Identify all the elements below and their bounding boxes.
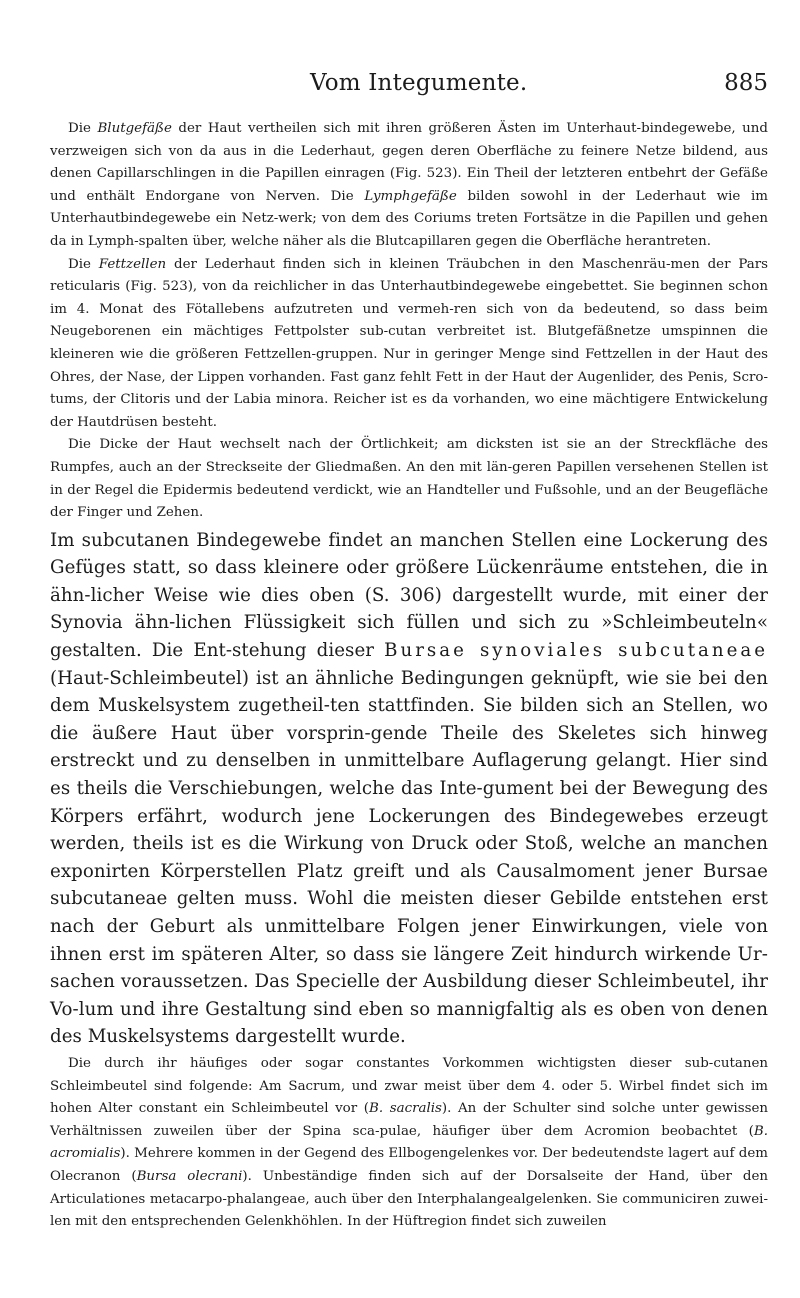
italic-term: Fettzellen bbox=[98, 256, 167, 272]
paragraph-blood-vessels bbox=[50, 118, 768, 254]
paragraph-fat-cells bbox=[50, 254, 768, 435]
italic-term: B. sacralis bbox=[369, 1101, 442, 1117]
paragraph-text: Die bbox=[68, 256, 99, 272]
paragraph-text: Im subcutanen Bindegewebe findet an manchen Stellen eine Lockerung des Gefüges statt, so dass kleinere oder größere Lückenräume entstehen, die in ähn-licher Weise wie dies oben (S. 306) dargestellt wurde, mit einer der Synovia ähn-lichen Flüssigkeit sich füllen und sich zu »Schleimbeuteln« gestalten. Die Ent-stehung dieser bbox=[50, 529, 768, 662]
spaced-term: Bursae synoviales subcutaneae bbox=[384, 640, 768, 662]
paragraph-text: Die durch ihr häufiges oder sogar constantes Vorkommen wichtigsten dieser sub-cutanen Schleimbeutel sind folgende: Am Sacrum, und zwar meist über dem 4. oder 5. Wirbel findet sich im hohen Alter constant ein Schleimbeutel vor ( bbox=[50, 1055, 768, 1117]
running-title: Vom Integumente. bbox=[310, 70, 528, 96]
paragraph-skin-thickness: Die Dicke der Haut wechselt nach der Örtlichkeit; am dicksten ist sie an der Streckfläche des Rumpfes, auch an der Streckseite der Gliedmaßen. An den mit län-geren Papillen versehenen Stellen ist in der Regel die Epidermis bedeutend verdickt, wie an Handteller und Fußsohle, und an der Beugefläche der Finger und Zehen. bbox=[50, 437, 768, 521]
paragraph-text: Die bbox=[68, 121, 98, 136]
paragraph-text: ). An der Schulter sind solche unter gewissen Verhältnissen zuweilen über der Spina sca-pulae, häufiger über dem Acromion beobachtet ( bbox=[50, 1101, 768, 1139]
page-header bbox=[50, 70, 768, 110]
italic-term: B. acromialis bbox=[50, 1123, 768, 1162]
italic-term: Bursa olecrani bbox=[136, 1168, 243, 1184]
paragraph-text: ). Unbeständige finden sich auf der Dorsalseite der Hand, über den Articulationes metacarpo-phalangeae, auch über den Interphalangealgelenken. Sie communiciren zuwei-len mit den entsprechenden Gelenkhöhlen. In der Hüftregion findet sich zuweilen bbox=[50, 1168, 768, 1230]
page-number: 885 bbox=[724, 70, 768, 96]
paragraph-text: (Haut-Schleimbeutel) ist an ähnliche Bedingungen geknüpft, wie sie bei den dem Muskelsystem zugetheil-ten stattfinden. Sie bilden sich an Stellen, wo die äußere Haut über vorsprin-gende Theile des Skeletes sich hinweg erstreckt und zu denselben in unmittelbare Auflagerung gelangt. Hier sind es theils die Verschiebungen, welche das Inte-gument bei der Bewegung des Körpers erfährt, wodurch jene Lockerungen des Bindegewebes erzeugt werden, theils ist es die Wirkung von Druck oder Stoß, welche an manchen exponirten Körperstellen Platz greift und als Causalmoment jener Bursae subcutaneae gelten muss. Wohl die meisten dieser Gebilde entstehen erst nach der Geburt als unmittelbare Folgen jener Einwirkungen, viele von ihnen erst im späteren Alter, so dass sie längere Zeit hindurch wirkende Ur-sachen voraussetzen. Das Specielle der Ausbildung dieser Schleimbeutel, ihr Vo-lum und ihre Gestaltung sind eben so mannigfaltig als es oben von denen des Muskelsystems dargestellt wurde. bbox=[50, 667, 768, 1048]
page-body bbox=[50, 118, 768, 1234]
paragraph-text: der Haut vertheilen sich mit ihren größeren Ästen im Unterhaut-bindegewebe, und verzweigen sich von da aus in die Lederhaut, gegen deren Oberfläche zu feinere Netze bildend, aus denen Capillarschlingen in die Papillen einragen (Fig. 523). Ein Theil der letzteren entbehrt der Gefäße und enthält Endorgane von Nerven. Die bbox=[50, 121, 769, 204]
paragraph-bursae bbox=[50, 527, 768, 1051]
paragraph-text: bilden sowohl in der Lederhaut wie im Unterhautbindegewebe ein Netz-werk; von dem des Coriums treten Fortsätze in die Papillen und gehen da in Lymph-spalten über, welche näher als die Blutcapillaren gegen die Oberfläche herantreten. bbox=[50, 188, 768, 249]
paragraph-text: ). Mehrere kommen in der Gegend des Ellbogengelenkes vor. Der bedeutendste lagert auf dem Olecranon ( bbox=[50, 1146, 768, 1184]
paragraph-text: der Lederhaut finden sich in kleinen Träubchen in den Maschenräu-men der Pars reticularis (Fig. 523), von da reichlicher in das Unterhautbindegewebe eingebettet. Sie beginnen schon im 4. Monat des Fötallebens aufzutreten und vermeh-ren sich von da bedeutend, so dass beim Neugeborenen ein mächtiges Fettpolster sub-cutan verbreitet ist. Blutgefäßnetze umspinnen die kleineren wie die größeren Fettzellen-gruppen. Nur in geringer Menge sind Fettzellen in der Haut des Ohres, der Nase, der Lippen vorhanden. Fast ganz fehlt Fett in der Haut der Augenlider, des Penis, Scro-tums, der Clitoris und der Labia minora. Reicher ist es da vorhanden, wo eine mächtigere Entwickelung der Hautdrüsen besteht. bbox=[50, 256, 768, 430]
paragraph-bursae-list bbox=[50, 1053, 768, 1234]
italic-term: Blutgefäße bbox=[97, 121, 172, 136]
italic-term: Lymphgefäße bbox=[364, 188, 457, 204]
